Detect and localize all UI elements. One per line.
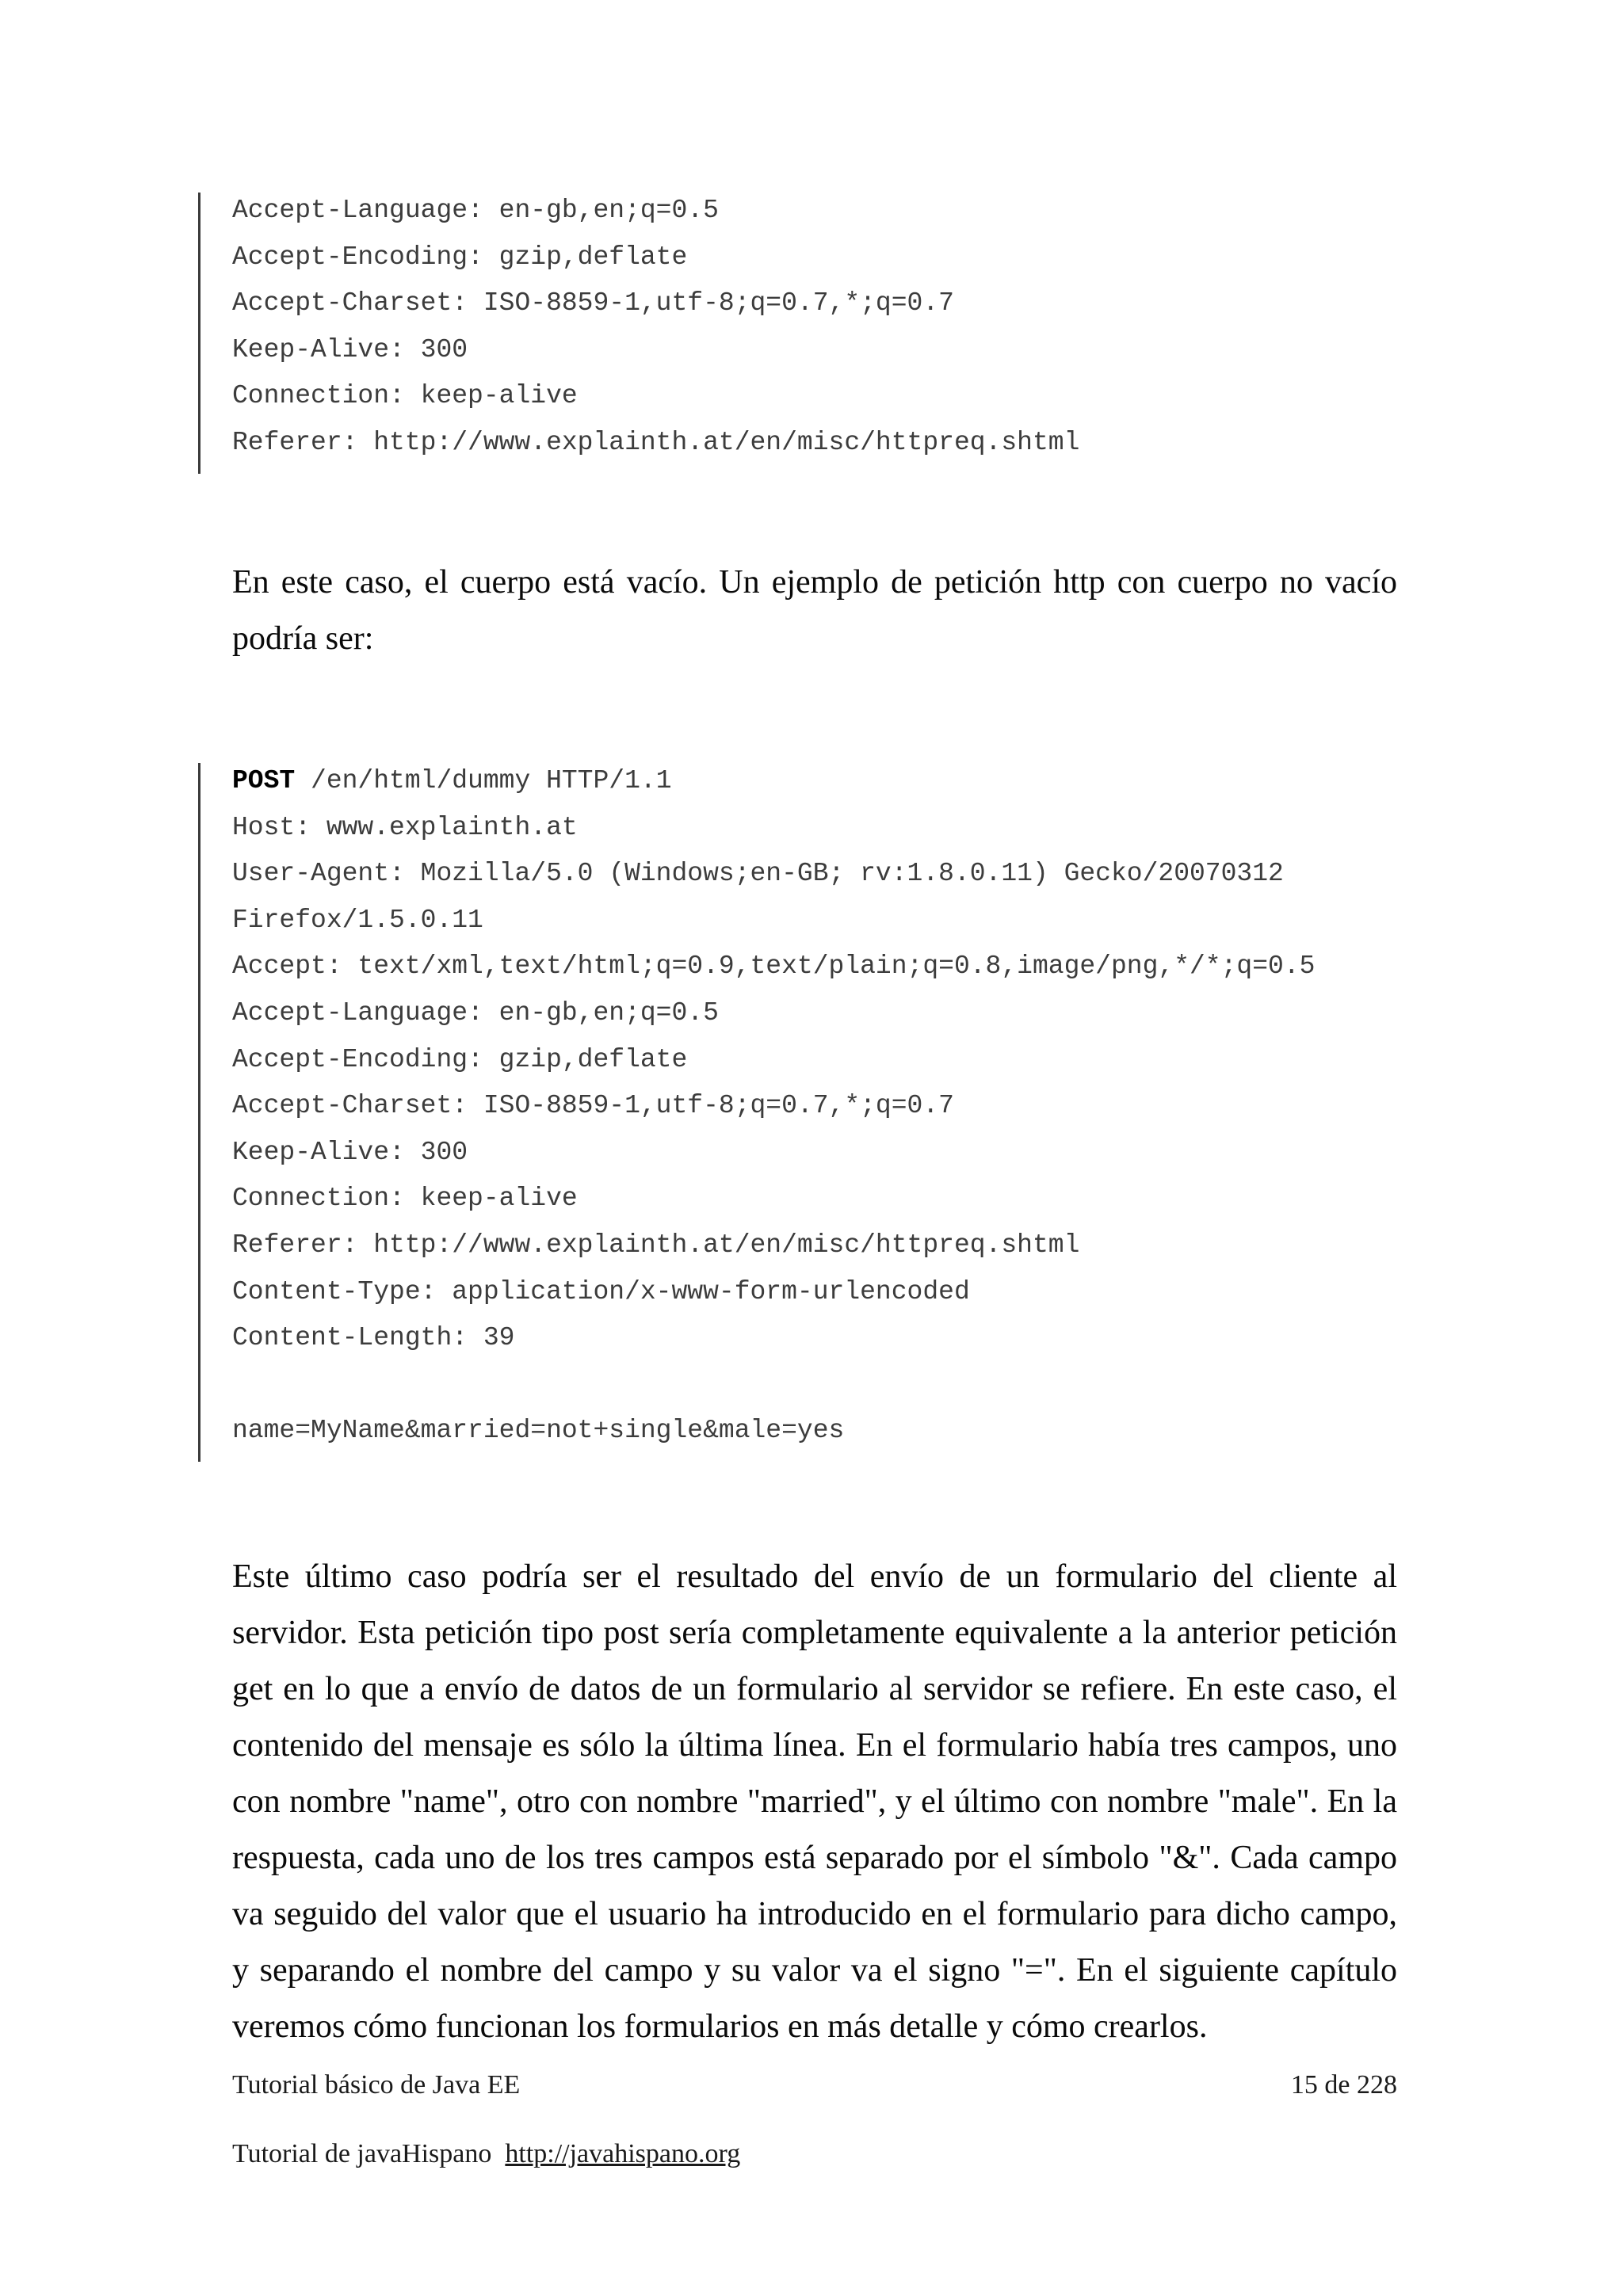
code-line: Accept-Charset: ISO-8859-1,utf-8;q=0.7,*;q=0.7	[232, 1091, 954, 1121]
footer-credit-row	[232, 2139, 1397, 2169]
code-line: Content-Type: application/x-www-form-urlencoded	[232, 1276, 970, 1306]
paragraph-1: En este caso, el cuerpo está vacío. Un ejemplo de petición http con cuerpo no vacío podría ser:	[232, 564, 1397, 657]
code-line: Referer: http://www.explainth.at/en/misc/httpreq.shtml	[232, 1230, 1080, 1260]
code-line: Connection: keep-alive	[232, 1184, 578, 1214]
code-line: User-Agent: Mozilla/5.0 (Windows;en-GB; rv:1.8.0.11) Gecko/20070312	[232, 859, 1284, 889]
code-line: Accept-Language: en-gb,en;q=0.5	[232, 196, 719, 225]
code-line: Accept-Language: en-gb,en;q=0.5	[232, 997, 719, 1028]
code-block-2	[232, 758, 1421, 1455]
request-line-rest: /en/html/dummy HTTP/1.1	[295, 766, 672, 795]
code-line: Host: www.explainth.at	[232, 812, 578, 842]
code-block-1	[232, 188, 1421, 467]
code-line: Keep-Alive: 300	[232, 1137, 468, 1167]
code-blank-line	[232, 1362, 1421, 1409]
page-number: 15 de 228	[1290, 2070, 1397, 2100]
code-line: Accept-Encoding: gzip,deflate	[232, 1044, 688, 1074]
footer-title: Tutorial básico de Java EE	[232, 2070, 521, 2100]
code-line: Referer: http://www.explainth.at/en/misc/httpreq.shtml	[232, 427, 1080, 457]
request-body: name=MyName&married=not+single&male=yes	[232, 1416, 845, 1446]
code-line: Accept-Charset: ISO-8859-1,utf-8;q=0.7,*;q=0.7	[232, 288, 954, 318]
footer-title-row	[232, 2070, 1397, 2100]
code-block-1-rule	[198, 193, 200, 474]
footer-link[interactable]: http://javahispano.org	[505, 2139, 741, 2168]
paragraph-2: Este último caso podría ser el resultado del envío de un formulario del cliente al servidor. Esta petición tipo post sería completamente equivalente a la anterior petición get en lo que a envío de datos de un formulario al servidor se refiere. En este caso, el contenido del mensaje es sólo la última línea. En el formulario había tres campos, uno con nombre "name", otro con nombre "married", y el último con nombre "male". En la respuesta, cada uno de los tres campos está separado por el símbolo "&". Cada campo va seguido del valor que el usuario ha introducido en el formulario para dicho campo, y separando el nombre del campo y su valor va el signo "=". En el siguiente capítulo veremos cómo funcionan los formularios en más detalle y cómo crearlos.	[232, 1558, 1397, 2045]
code-line: Accept-Encoding: gzip,deflate	[232, 242, 688, 272]
code-line: Keep-Alive: 300	[232, 334, 468, 364]
code-line: Content-Length: 39	[232, 1323, 515, 1353]
code-line: Firefox/1.5.0.11	[232, 905, 483, 935]
code-line: Accept: text/xml,text/html;q=0.9,text/plain;q=0.8,image/png,*/*;q=0.5	[232, 952, 1316, 982]
code-line: Connection: keep-alive	[232, 381, 578, 411]
code-block-2-rule	[198, 763, 200, 1462]
request-line	[232, 758, 1421, 805]
http-method: POST	[232, 766, 296, 795]
footer-credit: Tutorial de javaHispano	[232, 2139, 492, 2168]
